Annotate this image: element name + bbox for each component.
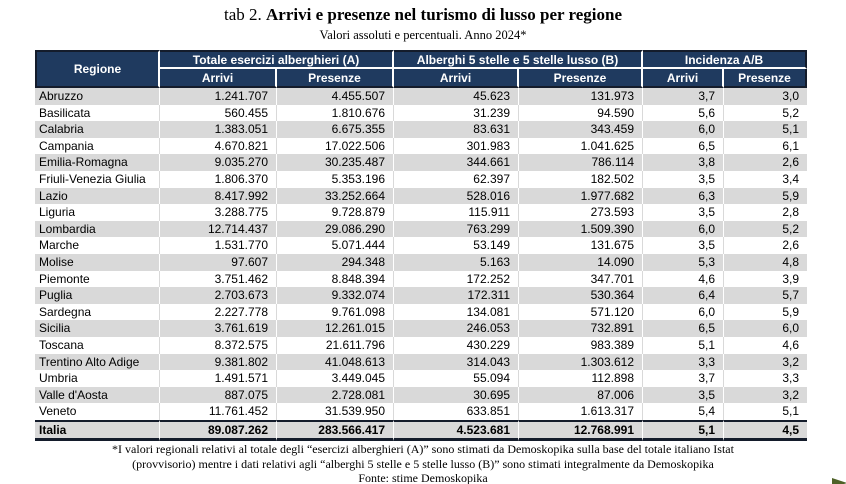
subheader-arrivi-incidenza: Arrivi (643, 69, 724, 88)
value-cell: 172.311 (394, 287, 519, 304)
value-cell: 41.048.613 (277, 354, 394, 371)
source-line: Fonte: stime Demoskopika (358, 471, 488, 484)
value-cell: 29.086.290 (277, 221, 394, 238)
value-cell: 4.670.821 (160, 138, 277, 155)
value-cell: 273.593 (519, 204, 643, 221)
value-cell: 6,3 (643, 188, 724, 205)
value-cell: 4,5 (724, 420, 807, 442)
value-cell: 4.455.507 (277, 88, 394, 105)
value-cell: 5,2 (782, 105, 800, 120)
page-title (0, 5, 846, 25)
value-cell: 343.459 (519, 121, 643, 138)
value-cell: 6,1 (782, 138, 800, 153)
value-cell: 3,9 (782, 271, 800, 286)
value-cell: 3,4 (782, 171, 800, 186)
region-name-cell: Piemonte (35, 271, 160, 288)
value-cell: 294.348 (277, 254, 394, 271)
value-cell: 5,4 (643, 403, 724, 420)
value-cell: 2,6 (782, 155, 800, 170)
region-name-cell: Calabria (35, 121, 160, 138)
region-row (35, 188, 807, 205)
value-cell: 560.455 (160, 105, 277, 122)
value-cell: 21.611.796 (277, 337, 394, 354)
value-cell: 8.417.992 (160, 188, 277, 205)
region-name-cell: Friuli-Venezia Giulia (35, 171, 160, 188)
value-cell: 3,7 (643, 88, 724, 105)
value-cell: 5,1 (782, 122, 800, 137)
value-cell: 62.397 (394, 171, 519, 188)
region-row (35, 370, 807, 387)
value-cell: 2,8 (782, 205, 800, 220)
value-cell: 2.227.778 (160, 304, 277, 321)
subheader-presenze-incidenza: Presenze (724, 69, 807, 88)
value-cell: 4,6 (782, 337, 800, 352)
value-cell: 115.911 (394, 204, 519, 221)
corner-arrow-icon (832, 478, 846, 484)
value-cell: 5.353.196 (277, 171, 394, 188)
value-cell: 763.299 (394, 221, 519, 238)
value-cell: 9.035.270 (160, 154, 277, 171)
value-cell: 1.303.612 (519, 354, 643, 371)
subheader-arrivi-b: Arrivi (394, 69, 519, 88)
value-cell: 430.229 (394, 337, 519, 354)
value-cell: 3.288.775 (160, 204, 277, 221)
value-cell: 55.094 (394, 370, 519, 387)
value-cell: 887.075 (160, 387, 277, 404)
value-cell: 1.977.682 (519, 188, 643, 205)
value-cell: 6,0 (643, 121, 724, 138)
header-regione: Regione (35, 50, 160, 88)
value-cell: 53.149 (394, 237, 519, 254)
value-cell: 8.372.575 (160, 337, 277, 354)
value-cell: 3.761.619 (160, 320, 277, 337)
regions-table (35, 50, 807, 441)
region-row (35, 105, 807, 122)
value-cell: 2,6 (782, 238, 800, 253)
region-row (35, 221, 807, 238)
value-cell: 8.848.394 (277, 271, 394, 288)
value-cell: 983.389 (519, 337, 643, 354)
value-cell: 3,5 (643, 237, 724, 254)
value-cell: 131.675 (519, 237, 643, 254)
region-name-cell: Marche (35, 237, 160, 254)
value-cell: 5,7 (782, 288, 800, 303)
region-row (35, 320, 807, 337)
region-name-cell: Emilia-Romagna (35, 154, 160, 171)
value-cell: 246.053 (394, 320, 519, 337)
value-cell: 5,1 (643, 420, 724, 442)
value-cell: 1.806.370 (160, 171, 277, 188)
region-name-cell: Puglia (35, 287, 160, 304)
value-cell: 301.983 (394, 138, 519, 155)
value-cell: 83.631 (394, 121, 519, 138)
value-cell: 571.120 (519, 304, 643, 321)
value-cell: 1.531.770 (160, 237, 277, 254)
region-row (35, 271, 807, 288)
value-cell: 1.383.051 (160, 121, 277, 138)
header-group-totale-esercizi: Totale esercizi alberghieri (A) (160, 50, 394, 69)
value-cell: 5.163 (394, 254, 519, 271)
region-row (35, 138, 807, 155)
region-row (35, 254, 807, 271)
value-cell: 9.332.074 (277, 287, 394, 304)
value-cell: 3.449.045 (277, 370, 394, 387)
value-cell: 94.590 (519, 105, 643, 122)
value-cell: 6.675.355 (277, 121, 394, 138)
value-cell: 6,0 (643, 304, 724, 321)
region-name-cell: Umbria (35, 370, 160, 387)
value-cell: 3,5 (643, 171, 724, 188)
value-cell: 3.751.462 (160, 271, 277, 288)
region-name-cell: Veneto (35, 403, 160, 420)
value-cell: 45.623 (394, 88, 519, 105)
value-cell: 2.703.673 (160, 287, 277, 304)
value-cell: 3,8 (643, 154, 724, 171)
value-cell: 5,3 (643, 254, 724, 271)
region-row (35, 154, 807, 171)
value-cell: 12.261.015 (277, 320, 394, 337)
region-name-cell: Lazio (35, 188, 160, 205)
region-row (35, 403, 807, 420)
value-cell: 6,5 (643, 320, 724, 337)
region-name-cell: Trentino Alto Adige (35, 354, 160, 371)
value-cell: 633.851 (394, 403, 519, 420)
value-cell: 6,5 (643, 138, 724, 155)
value-cell: 3,2 (782, 387, 800, 402)
region-name-cell: Sicilia (35, 320, 160, 337)
region-name-cell: Abruzzo (35, 88, 160, 105)
table-body (35, 88, 807, 441)
value-cell: 89.087.262 (160, 420, 277, 442)
value-cell: 530.364 (519, 287, 643, 304)
value-cell: 30.235.487 (277, 154, 394, 171)
region-row (35, 88, 807, 105)
table-header (35, 50, 807, 88)
value-cell: 12.768.991 (519, 420, 643, 442)
subheader-presenze-b: Presenze (519, 69, 643, 88)
value-cell: 314.043 (394, 354, 519, 371)
region-row (35, 354, 807, 371)
value-cell: 5.071.444 (277, 237, 394, 254)
region-row (35, 287, 807, 304)
value-cell: 3,5 (643, 204, 724, 221)
value-cell: 5,2 (782, 221, 800, 236)
value-cell: 31.239 (394, 105, 519, 122)
value-cell: 5,1 (782, 404, 800, 419)
value-cell: 9.728.879 (277, 204, 394, 221)
value-cell: 12.714.437 (160, 221, 277, 238)
value-cell: 344.661 (394, 154, 519, 171)
value-cell: 172.252 (394, 271, 519, 288)
value-cell: 6,0 (782, 321, 800, 336)
region-name-cell: Italia (35, 420, 160, 442)
region-row (35, 204, 807, 221)
region-row (35, 304, 807, 321)
value-cell: 3,3 (643, 354, 724, 371)
value-cell: 11.761.452 (160, 403, 277, 420)
value-cell: 283.566.417 (277, 420, 394, 442)
value-cell: 97.607 (160, 254, 277, 271)
value-cell: 1.041.625 (519, 138, 643, 155)
value-cell: 9.381.802 (160, 354, 277, 371)
region-row (35, 337, 807, 354)
region-name-cell: Basilicata (35, 105, 160, 122)
value-cell: 5,9 (782, 304, 800, 319)
region-row (35, 387, 807, 404)
value-cell: 1.810.676 (277, 105, 394, 122)
region-name-cell: Molise (35, 254, 160, 271)
region-row (35, 121, 807, 138)
value-cell: 347.701 (519, 271, 643, 288)
footnote (0, 442, 846, 484)
value-cell: 4,6 (643, 271, 724, 288)
value-cell: 131.973 (519, 88, 643, 105)
title-main: Arrivi e presenze nel turismo di lusso per regione (266, 5, 623, 24)
header-group-alberghi-5-stelle: Alberghi 5 stelle e 5 stelle lusso (B) (394, 50, 643, 69)
value-cell: 1.241.707 (160, 88, 277, 105)
value-cell: 3,2 (782, 354, 800, 369)
region-name-cell: Liguria (35, 204, 160, 221)
region-row (35, 171, 807, 188)
subheader-arrivi-a: Arrivi (160, 69, 277, 88)
footnote-line-1: *I valori regionali relativi al totale degli “esercizi alberghieri (A)” sono stimati da Demoskopika sulla base del totale italiano Istat (112, 442, 734, 456)
region-name-cell: Toscana (35, 337, 160, 354)
region-row (35, 237, 807, 254)
value-cell: 528.016 (394, 188, 519, 205)
value-cell: 3,3 (782, 371, 800, 386)
page-subtitle: Valori assoluti e percentuali. Anno 2024* (319, 28, 527, 42)
value-cell: 1.491.571 (160, 370, 277, 387)
title-prefix: tab 2. (223, 5, 266, 24)
value-cell: 112.898 (519, 370, 643, 387)
value-cell: 14.090 (519, 254, 643, 271)
footnote-line-2: (provvisorio) mentre i dati relativi agli “alberghi 5 stelle e 5 stelle lusso (B)” sono stimati integralmente da Demoskopika (132, 456, 714, 471)
region-name-cell: Sardegna (35, 304, 160, 321)
value-cell: 182.502 (519, 171, 643, 188)
value-cell: 3,7 (643, 370, 724, 387)
value-cell: 1.509.390 (519, 221, 643, 238)
value-cell: 33.252.664 (277, 188, 394, 205)
value-cell: 134.081 (394, 304, 519, 321)
value-cell: 87.006 (519, 387, 643, 404)
value-cell: 9.761.098 (277, 304, 394, 321)
value-cell: 4,8 (782, 254, 800, 269)
value-cell: 732.891 (519, 320, 643, 337)
value-cell: 17.022.506 (277, 138, 394, 155)
value-cell: 3,0 (782, 89, 800, 103)
value-cell: 5,9 (782, 188, 800, 203)
value-cell: 1.613.317 (519, 403, 643, 420)
subheader-presenze-a: Presenze (277, 69, 394, 88)
value-cell: 5,6 (643, 105, 724, 122)
value-cell: 5,1 (643, 337, 724, 354)
value-cell: 31.539.950 (277, 403, 394, 420)
value-cell: 6,0 (643, 221, 724, 238)
total-row (35, 420, 807, 442)
value-cell: 2.728.081 (277, 387, 394, 404)
region-name-cell: Campania (35, 138, 160, 155)
value-cell: 30.695 (394, 387, 519, 404)
value-cell: 4.523.681 (394, 420, 519, 442)
value-cell: 6,4 (643, 287, 724, 304)
value-cell: 786.114 (519, 154, 643, 171)
region-name-cell: Lombardia (35, 221, 160, 238)
region-name-cell: Valle d'Aosta (35, 387, 160, 404)
value-cell: 3,5 (643, 387, 724, 404)
header-group-incidenza: Incidenza A/B (643, 50, 807, 69)
